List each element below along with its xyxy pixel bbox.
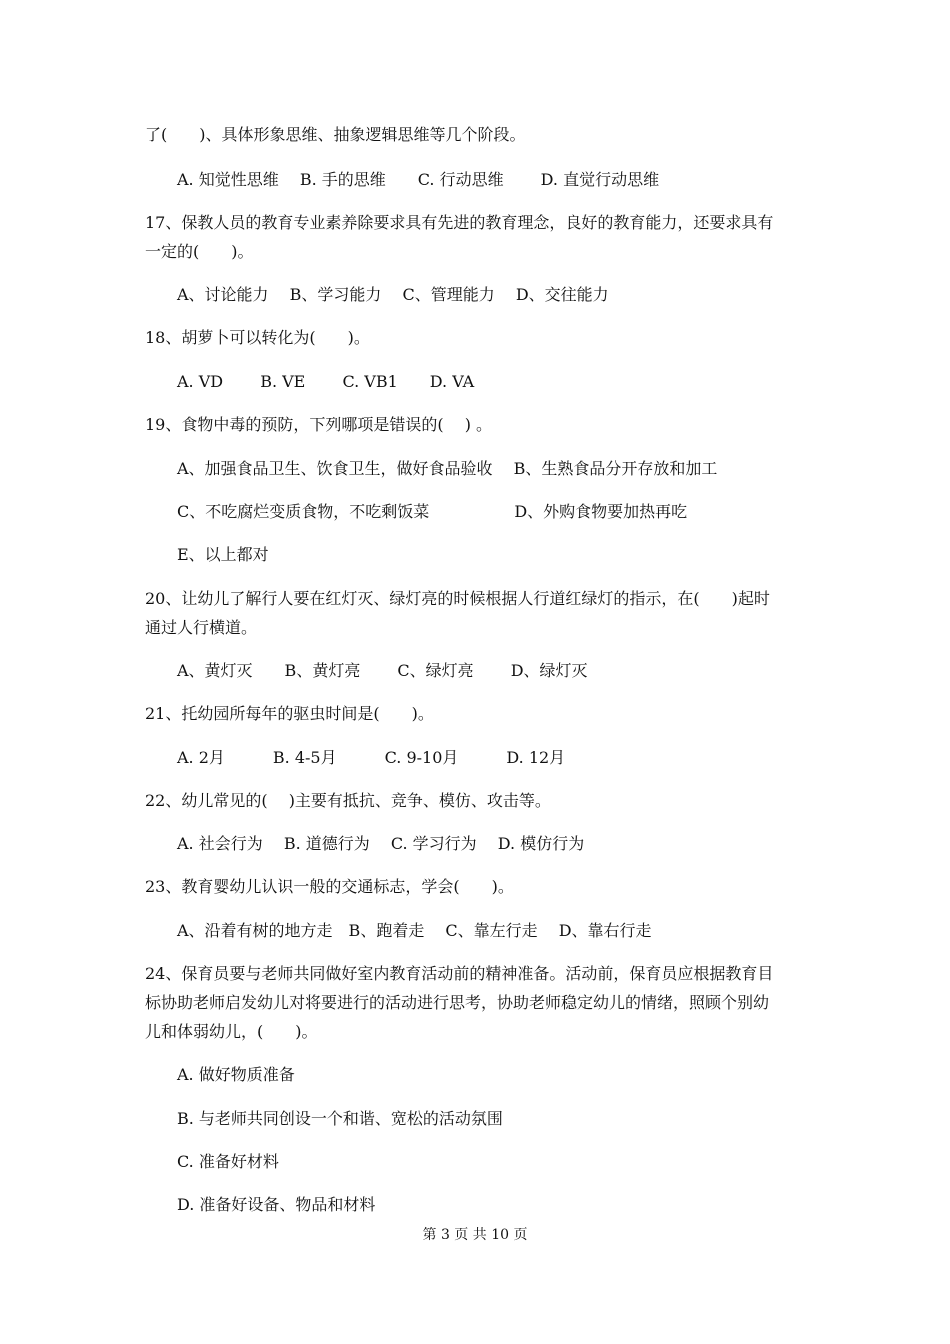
question-18-text: 18、胡萝卜可以转化为( )。 xyxy=(145,328,370,347)
question-23-options: A、沿着有树的地方走 B、跑着走 C、靠左行走 D、靠右行走 xyxy=(177,921,652,940)
question-19-option-e: E、以上都对 xyxy=(177,545,269,564)
question-24-option-c: C. 准备好材料 xyxy=(177,1152,279,1171)
question-23-text: 23、教育婴幼儿认识一般的交通标志，学会( )。 xyxy=(145,877,514,896)
question-21-text: 21、托幼园所每年的驱虫时间是( )。 xyxy=(145,704,434,723)
question-22-options: A. 社会行为 B. 道德行为 C. 学习行为 D. 模仿行为 xyxy=(177,834,585,853)
question-20-options: A、黄灯灭 B、黄灯亮 C、绿灯亮 D、绿灯灭 xyxy=(177,661,588,680)
question-20-text-line-1: 20、让幼儿了解行人要在红灯灭、绿灯亮的时候根据人行道红绿灯的指示，在( )起时 xyxy=(145,589,770,608)
question-17-text-line-1: 17、保教人员的教育专业素养除要求具有先进的教育理念，良好的教育能力，还要求具有 xyxy=(145,213,774,232)
question-24-option-d: D. 准备好设备、物品和材料 xyxy=(177,1195,376,1214)
question-24-text-line-1: 24、保育员要与老师共同做好室内教育活动前的精神准备。活动前，保育员应根据教育目 xyxy=(145,964,774,983)
question-20-text-line-2: 通过人行横道。 xyxy=(145,618,258,637)
question-19-text: 19、食物中毒的预防，下列哪项是错误的( ) 。 xyxy=(145,415,493,434)
question-24-text-line-2: 标协助老师启发幼儿对将要进行的活动进行思考，协助老师稳定幼儿的情绪，照顾个别幼 xyxy=(145,993,770,1012)
question-17-text-line-2: 一定的( )。 xyxy=(145,242,254,261)
question-19-options-row-2: C、不吃腐烂变质食物，不吃剩饭菜 D、外购食物要加热再吃 xyxy=(177,502,688,521)
question-19-options-row-1: A、加强食品卫生、饮食卫生，做好食品验收 B、生熟食品分开存放和加工 xyxy=(177,459,718,478)
question-21-options: A. 2月 B. 4-5月 C. 9-10月 D. 12月 xyxy=(177,748,566,767)
question-16-continuation: 了( )、具体形象思维、抽象逻辑思维等几个阶段。 xyxy=(145,125,526,144)
question-18-options: A. VD B. VE C. VB1 D. VA xyxy=(177,372,475,391)
question-24-text-line-3: 儿和体弱幼儿，( )。 xyxy=(145,1022,318,1041)
question-16-options: A. 知觉性思维 B. 手的思维 C. 行动思维 D. 直觉行动思维 xyxy=(177,170,660,189)
question-24-option-b: B. 与老师共同创设一个和谐、宽松的活动氛围 xyxy=(177,1109,503,1128)
page-footer: 第 3 页 共 10 页 xyxy=(422,1227,528,1243)
question-22-text: 22、幼儿常见的( )主要有抵抗、竞争、模仿、攻击等。 xyxy=(145,791,551,810)
question-17-options: A、讨论能力 B、学习能力 C、管理能力 D、交往能力 xyxy=(177,285,609,304)
question-24-option-a: A. 做好物质准备 xyxy=(177,1065,295,1084)
